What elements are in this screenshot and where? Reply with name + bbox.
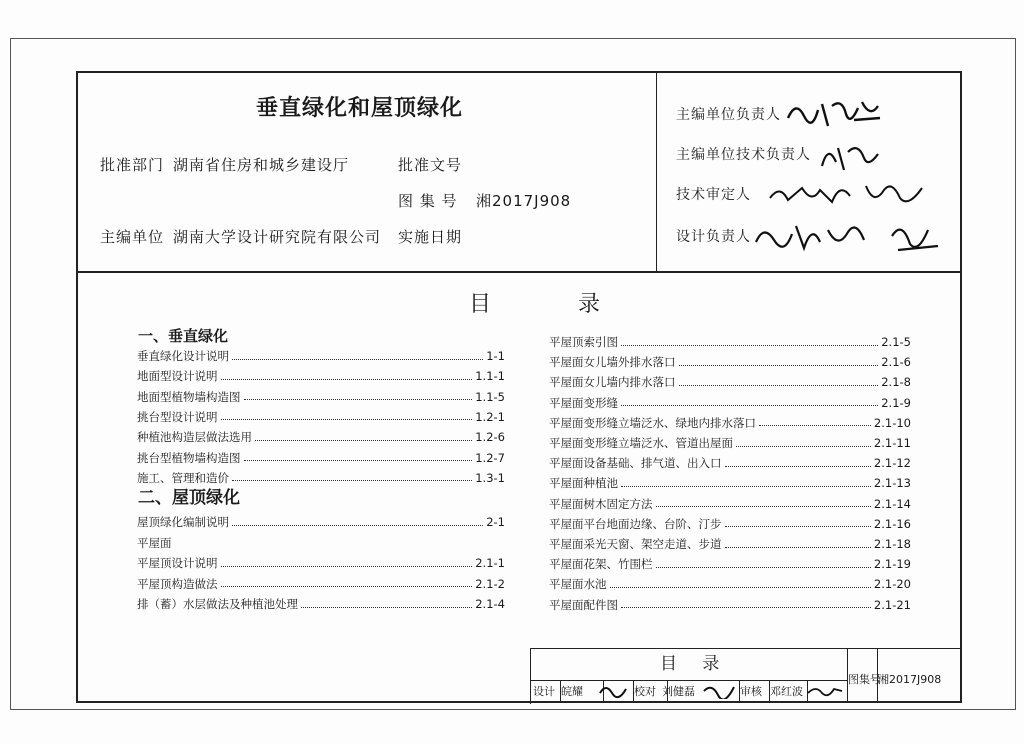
signature-4: [752, 216, 942, 260]
title-block-title: 目 录: [660, 654, 730, 674]
toc-item: [137, 369, 505, 383]
toc-item-label: 平屋面水池: [549, 577, 607, 592]
atlas-no-value: 湘2017J908: [476, 192, 572, 210]
toc-item-label: 平屋面变形缝: [549, 395, 618, 410]
toc-item-label: 平屋面树木固定方法: [549, 496, 653, 511]
toc-leader: [610, 587, 871, 588]
toc-leader: [759, 425, 871, 426]
toc-item-page: 2.1-18: [873, 537, 911, 551]
toc-item: [549, 476, 911, 490]
toc-leader: [301, 607, 472, 608]
toc-item: [137, 390, 505, 404]
toc-item-label: 施工、管理和造价: [137, 470, 229, 485]
toc-item-label: 平屋面花架、竹围栏: [549, 557, 653, 572]
toc-leader: [621, 607, 871, 608]
toc-item-page: 2.1-13: [873, 476, 911, 491]
review-label: 审核: [740, 685, 762, 698]
toc-item: [549, 577, 911, 591]
toc-item-page: 1.2-6: [475, 430, 505, 445]
toc-item-label: 平屋顶设计说明: [137, 556, 218, 570]
toc-leader: [232, 525, 483, 526]
toc-item-label: 平屋面种植池: [549, 476, 618, 491]
toc-leader: [656, 506, 871, 507]
toc-item-page: 2.1-14: [873, 496, 911, 511]
toc-item: [549, 416, 911, 430]
toc-item: [137, 349, 505, 363]
toc-item-page: 1.2-1: [475, 409, 505, 424]
toc-item: [549, 355, 911, 369]
responsible-review: 技术审定人: [676, 187, 751, 203]
toc-item: [549, 335, 911, 349]
toc-item-page: 2.1-8: [881, 375, 911, 390]
design-name: 皖耀: [561, 685, 583, 698]
toc-item-page: 2.1-6: [881, 355, 911, 370]
toc-item: [137, 451, 505, 465]
toc-item: [137, 410, 505, 424]
editor-unit-value: 湖南大学设计研究院有限公司: [173, 228, 382, 246]
toc-leader: [725, 526, 871, 527]
toc-leader: [244, 399, 473, 400]
toc-item-page: 2.1-9: [881, 395, 911, 410]
toc-leader: [621, 405, 878, 406]
toc-item: [549, 456, 911, 470]
design-signature: [598, 681, 632, 699]
toc-item-label: 平屋面: [137, 535, 172, 550]
responsible-editor-unit: 主编单位负责人: [676, 107, 781, 123]
toc-section-roof: 二、屋顶绿化: [138, 488, 240, 508]
header-divider: [78, 271, 960, 273]
approval-doc-label: 批准文号: [398, 156, 463, 174]
signature-3: [766, 176, 936, 212]
toc-item-page: 2.1-19: [873, 557, 911, 572]
toc-item-label: 平屋面设备基础、排气道、出入口: [549, 456, 722, 471]
toc-leader: [244, 460, 473, 461]
toc-item: [549, 497, 911, 511]
toc-item: [549, 375, 911, 389]
toc-item-label: 屋顶绿化编制说明: [137, 515, 229, 529]
toc-item-label: 平屋面女儿墙外排水落口: [549, 355, 676, 370]
toc-leader: [736, 446, 871, 447]
toc-item-label: 平屋面配件图: [549, 597, 618, 612]
atlas-no-label: 图 集 号: [398, 192, 458, 210]
toc-item-page: 2.1-5: [881, 335, 911, 349]
toc-item-page: 1.1-1: [475, 369, 505, 384]
toc-leader: [725, 466, 871, 467]
review-name: 邓红波: [770, 685, 803, 698]
toc-item-page: 2.1-16: [873, 516, 911, 531]
toc-item: [549, 598, 911, 612]
toc-item-label: 平屋顶索引图: [549, 335, 618, 349]
toc-leader: [221, 419, 473, 420]
toc-item-label: 平屋面变形缝立墙泛水、绿地内排水落口: [549, 415, 756, 430]
toc-leader: [221, 379, 473, 380]
atlas-title: 垂直绿化和屋顶绿化: [256, 96, 464, 121]
toc-item-label: 平屋面采光天窗、架空走道、步道: [549, 537, 722, 551]
toc-leader: [255, 440, 472, 441]
toc-leader: [221, 586, 473, 587]
toc-item: [137, 597, 505, 611]
toc-item-page: 2.1-11: [873, 436, 911, 450]
toc-item-page: 2.1-2: [475, 576, 505, 591]
toc-item-page: 2.1-12: [873, 456, 911, 471]
check-label: 校对: [634, 685, 656, 698]
toc-item: [549, 557, 911, 571]
title-block-atlas-label: 图集号: [848, 673, 881, 686]
toc-leader: [725, 547, 871, 548]
toc-item: [549, 396, 911, 410]
toc-item-page: 1.1-5: [475, 389, 505, 404]
toc-item-label: 挑台型设计说明: [137, 409, 218, 424]
toc-leader: [232, 480, 472, 481]
toc-item: [549, 537, 911, 551]
toc-leader: [679, 385, 879, 386]
toc-item-label: 种植池构造层做法选用: [137, 430, 252, 445]
toc-leader: [221, 566, 473, 567]
toc-item-label: 排（蓄）水层做法及种植池处理: [137, 597, 298, 611]
toc-item: [137, 577, 505, 591]
toc-leader: [621, 345, 878, 346]
signature-2: [818, 140, 888, 174]
toc-item: [549, 436, 911, 450]
check-name: 刘健磊: [662, 685, 695, 698]
responsible-design: 设计负责人: [676, 229, 751, 245]
toc-leader: [232, 359, 483, 360]
toc-item-label: 挑台型植物墙构造图: [137, 450, 241, 465]
toc-item-page: 2.1-10: [873, 415, 911, 430]
toc-item: [137, 430, 505, 444]
toc-item-label: 平屋面女儿墙内排水落口: [549, 375, 676, 390]
toc-item-page: 1.3-1: [475, 470, 505, 485]
toc-item: [137, 515, 505, 529]
approval-dept-label: 批准部门: [100, 156, 165, 174]
toc-item-page: 2.1-4: [475, 597, 505, 611]
toc-section-vertical: 一、垂直绿化: [138, 327, 229, 345]
toc-item: [549, 517, 911, 531]
toc-item-label: 地面型植物墙构造图: [137, 389, 241, 404]
toc-item-page: 1-1: [486, 349, 505, 363]
approval-dept-value: 湖南省住房和城乡建设厅: [173, 156, 350, 174]
toc-item-label: 平屋面平台地面边缘、台阶、汀步: [549, 516, 722, 531]
toc-item-label: 垂直绿化设计说明: [137, 349, 229, 363]
toc-item-page: 2.1-1: [475, 556, 505, 570]
toc-item-label: 地面型设计说明: [137, 369, 218, 384]
toc-item-page: 2.1-20: [873, 577, 911, 592]
toc-title: 目 录: [469, 292, 640, 317]
toc-leader: [656, 567, 871, 568]
toc-leader: [679, 365, 879, 366]
responsible-tech: 主编单位技术负责人: [676, 147, 811, 163]
review-signature: [806, 681, 844, 699]
editor-unit-label: 主编单位: [100, 228, 165, 246]
toc-item: [137, 556, 505, 570]
toc-item-label: 平屋面变形缝立墙泛水、管道出屋面: [549, 436, 733, 450]
header-vertical-divider: [656, 73, 657, 271]
effective-date-label: 实施日期: [398, 228, 463, 246]
toc-item-page: 2.1-21: [873, 597, 911, 612]
toc-item-label: 平屋顶构造做法: [137, 576, 218, 591]
toc-item-page: 2-1: [486, 515, 505, 529]
design-label: 设计: [533, 685, 555, 698]
signature-1: [784, 96, 884, 132]
toc-item: [137, 471, 505, 485]
toc-item: [137, 536, 505, 550]
title-block-atlas-value: 湘2017J908: [878, 673, 942, 686]
toc-leader: [621, 486, 871, 487]
check-signature: [702, 681, 736, 699]
toc-item-page: 1.2-7: [475, 450, 505, 465]
